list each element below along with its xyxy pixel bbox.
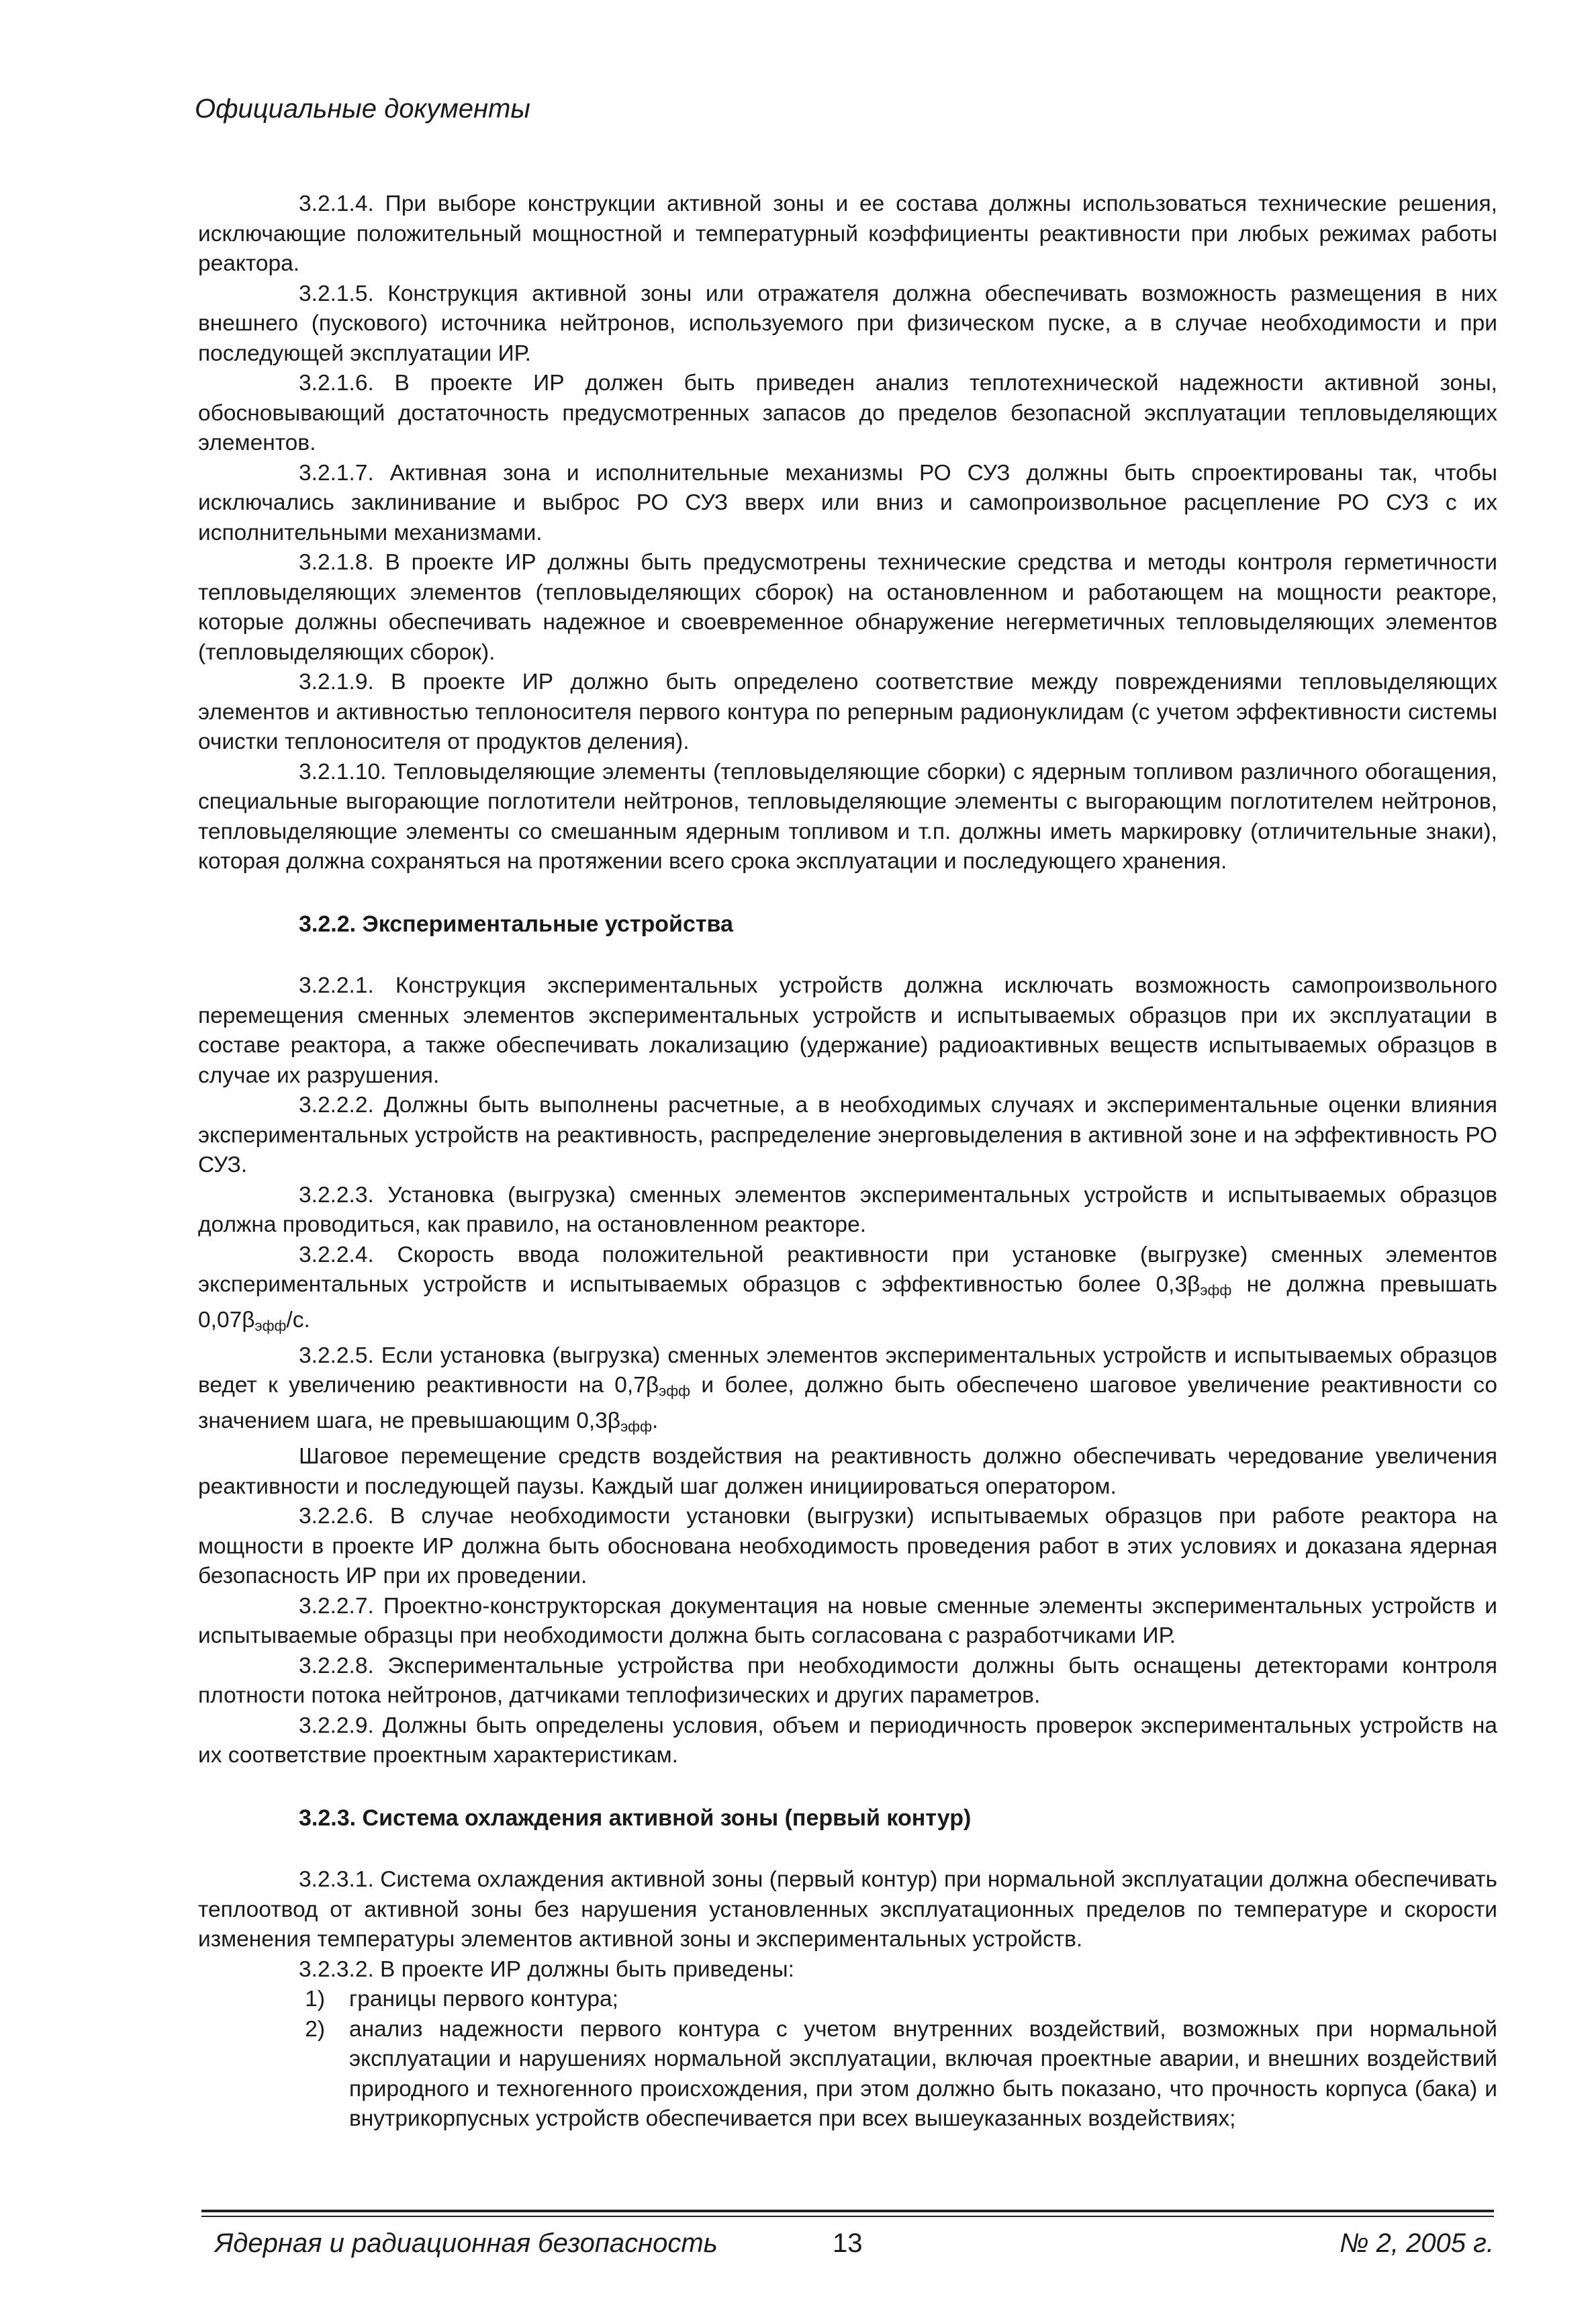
list-number: 2) xyxy=(305,2016,325,2042)
list-text: анализ надежности первого контура с учетом внутренних воздействий, возможных при нормальной эксплуатации и нарушениях нормальной эксплуатации, включая проектные аварии, и внешних воздействий природного и техногенного происхождения, при этом должно быть показано, что прочность корпуса (бака) и внутрикорпусных устройств обеспечивается при всех вышеуказанных воздействиях; xyxy=(349,2016,1497,2132)
text-run: 3.2.2.4. Скорость ввода положительной реактивности при установке (выгрузке) сменных элементов экспериментальных устройств и испытываемых образцов с эффективностью более 0,3β xyxy=(198,1242,1497,1297)
text-run: и более, должно быть обеспечено шаговое увеличение реактивности со значением шага, не превышающим 0,3β xyxy=(198,1373,1498,1434)
paragraph: 3.2.1.5. Конструкция активной зоны или отражателя должна обеспечивать возможность размещения в них внешнего (пускового) источника нейтронов, используемого при физическом пуске, а в случае необходимости и при последующей эксплуатации ИР. xyxy=(198,281,1497,366)
subscript: эфф xyxy=(659,1382,691,1400)
paragraph: 3.2.2.2. Должны быть выполнены расчетные, а в необходимых случаях и экспериментальные оценки влияния экспериментальных устройств на реактивность, распределение энерговыделения в активной зоне и на эффективность РО СУЗ. xyxy=(198,1093,1497,1177)
list-number: 1) xyxy=(305,1987,325,2012)
text-run: 3.2.2.5. Если установка (выгрузка) сменных элементов экспериментальных устройств и испытываемых образцов ведет к увеличению реактивности на 0,7β xyxy=(198,1343,1497,1398)
list-item xyxy=(198,1985,1497,2015)
numbered-list xyxy=(198,1985,1497,2134)
paragraph: Шаговое перемещение средств воздействия на реактивность должно обеспечивать чередование увеличения реактивности и последующей паузы. Каждый шаг должен инициироваться оператором. xyxy=(198,1444,1497,1499)
paragraph: 3.2.1.6. В проекте ИР должен быть приведен анализ теплотехнической надежности активной зоны, обосновывающий достаточность предусмотренных запасов до пределов безопасной эксплуатации тепловыделяющих элементов. xyxy=(198,371,1497,455)
paragraph: 3.2.2.6. В случае необходимости установки (выгрузки) испытываемых образцов при работе реактора на мощности в проекте ИР должна быть обоснована необходимость проведения работ в этих условиях и доказана ядерная безопасность ИР при их проведении. xyxy=(198,1504,1497,1589)
paragraph: 3.2.1.10. Тепловыделяющие элементы (тепловыделяющие сборки) с ядерным топливом различного обогащения, специальные выгорающие поглотители нейтронов, тепловыделяющие элементы с выгорающим поглотителем нейтронов, тепловыделяющие элементы со смешанным ядерным топливом и т.п. должны иметь маркировку (отличительные знаки), которая должна сохраняться на протяжении всего срока эксплуатации и последующего хранения. xyxy=(198,759,1497,874)
section-heading: 3.2.2. Экспериментальные устройства xyxy=(299,911,733,937)
text-run: . xyxy=(651,1408,659,1434)
paragraph: 3.2.2.3. Установка (выгрузка) сменных элементов экспериментальных устройств и испытываемых образцов должна проводиться, как правило, на остановленном реакторе. xyxy=(198,1182,1497,1237)
subscript: эфф xyxy=(254,1317,287,1335)
paragraph: 3.2.2.1. Конструкция экспериментальных устройств должна исключать возможность самопроизвольного перемещения сменных элементов экспериментальных устройств и испытываемых образцов при их эксплуатации в составе реактора, а также обеспечивать локализацию (удержание) радиоактивных веществ испытываемых образцов в случае их разрушения. xyxy=(198,973,1497,1088)
paragraph: 3.2.1.7. Активная зона и исполнительные механизмы РО СУЗ должны быть спроектированы так, чтобы исключались заклинивание и выброс РО СУЗ вверх или вниз и самопроизвольное расцепление РО СУЗ с их исполнительными механизмами. xyxy=(198,460,1497,545)
paragraph: 3.2.3.1. Система охлаждения активной зоны (первый контур) при нормальной эксплуатации должна обеспечивать теплоотвод от активной зоны без нарушения установленных эксплуатационных пределов по температуре и скорости изменения температуры элементов активной зоны и экспериментальных устройств. xyxy=(198,1867,1497,1952)
text-run: /с. xyxy=(286,1307,310,1333)
document-body xyxy=(198,189,1497,2134)
paragraph: 3.2.1.8. В проекте ИР должны быть предусмотрены технические средства и методы контроля герметичности тепловыделяющих элементов (тепловыделяющих сборок) на остановленном и работающем на мощности реакторе, которые должны обеспечивать надежное и своевременное обнаружение негерметичных тепловыделяющих элементов (тепловыделяющих сборок). xyxy=(198,550,1497,665)
paragraph: 3.2.2.8. Экспериментальные устройства при необходимости должны быть оснащены детекторами контроля плотности потока нейтронов, датчиками теплофизических и других параметров. xyxy=(198,1653,1497,1709)
paragraph: 3.2.1.4. При выборе конструкции активной зоны и ее состава должны использоваться технические решения, исключающие положительный мощностной и температурный коэффициенты реактивности при любых режимах работы реактора. xyxy=(198,191,1497,276)
paragraph: 3.2.2.7. Проектно-конструкторская документация на новые сменные элементы экспериментальных устройств и испытываемые образцы при необходимости должна быть согласована с разработчиками ИР. xyxy=(198,1593,1497,1649)
paragraph-3225 xyxy=(198,1341,1497,1442)
issue-number: № 2, 2005 г. xyxy=(1340,2228,1494,2258)
list-text: границы первого контура; xyxy=(349,1987,618,2012)
running-footer xyxy=(201,2228,1494,2262)
paragraph: 3.2.3.2. В проекте ИР должны быть приведены: xyxy=(299,1956,794,1982)
running-header: Официальные документы xyxy=(195,94,530,124)
paragraph: 3.2.2.9. Должны быть определены условия, объем и периодичность проверок экспериментальных устройств на их соответствие проектным характеристикам. xyxy=(198,1713,1497,1768)
paragraph-3224 xyxy=(198,1240,1497,1341)
page-number: 13 xyxy=(833,2228,863,2258)
footer-rule xyxy=(201,2210,1494,2212)
subscript: эфф xyxy=(620,1418,652,1435)
subscript: эфф xyxy=(1200,1281,1232,1299)
section-heading: 3.2.3. Система охлаждения активной зоны (первый контур) xyxy=(299,1805,972,1831)
paragraph: 3.2.1.9. В проекте ИР должно быть определено соответствие между повреждениями тепловыделяющих элементов и активностью теплоносителя первого контура по реперным радионуклидам (с учетом эффективности системы очистки теплоносителя от продуктов деления). xyxy=(198,670,1497,754)
footer-rule-thin xyxy=(201,2216,1494,2217)
list-item xyxy=(198,2015,1497,2134)
journal-title: Ядерная и радиационная безопасность xyxy=(215,2228,718,2258)
text-run: не должна превышать 0,07β xyxy=(198,1272,1497,1333)
